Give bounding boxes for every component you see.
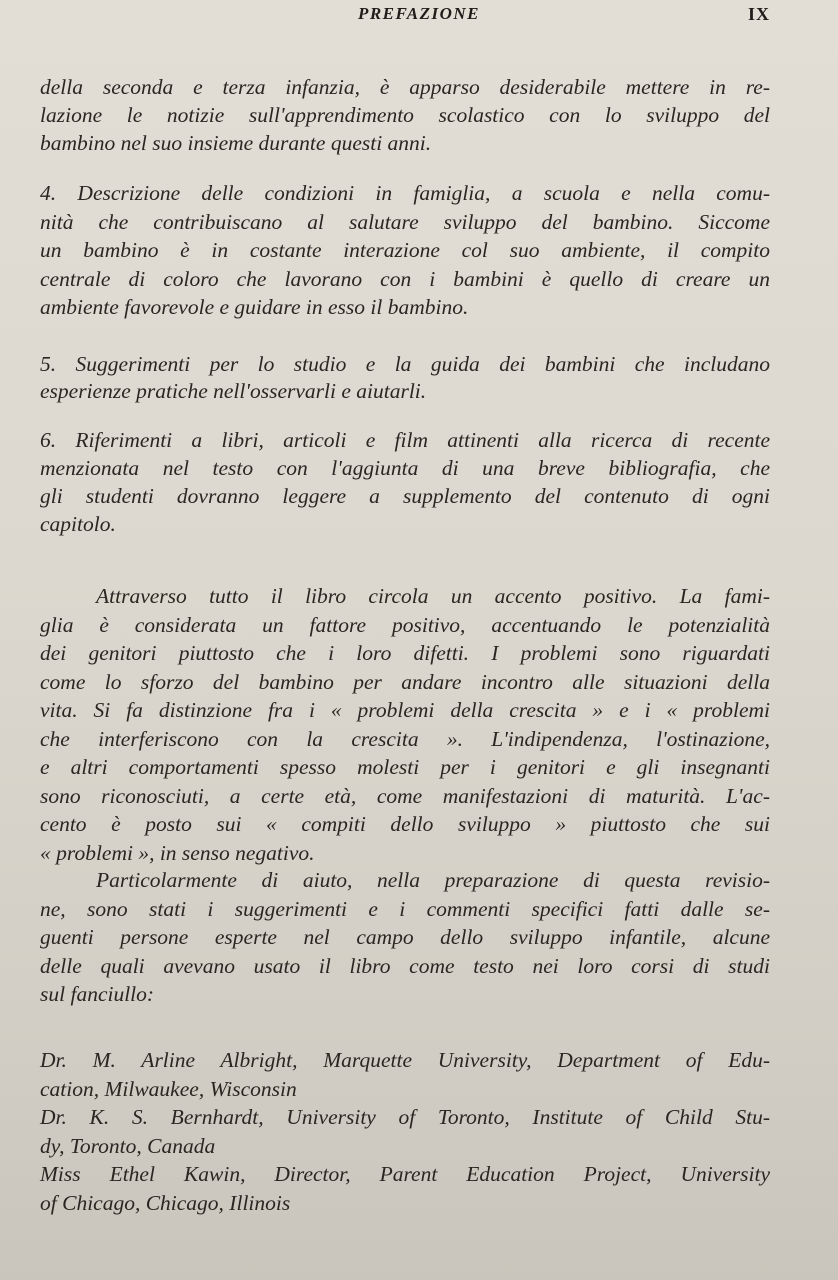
text-line: dei genitori piuttosto che i loro difetti. I problemi sono riguardati xyxy=(40,641,770,665)
acknowledgement-line: of Chicago, Chicago, Illinois xyxy=(40,1190,291,1215)
text-line: come lo sforzo del bambino per andare incontro alle situazioni della xyxy=(40,669,770,694)
text-line: « problemi », in senso negativo. xyxy=(40,840,315,865)
text-line: menzionata nel testo con l'aggiunta di una breve bibliografia, che xyxy=(40,456,770,480)
text-line: esperienze pratiche nell'osservarli e aiutarli. xyxy=(40,379,427,403)
text-line: ne, sono stati i suggerimenti e i commenti specifici fatti dalle se- xyxy=(40,896,770,921)
text-line: bambino nel suo insieme durante questi anni. xyxy=(40,131,432,155)
text-line: 6. Riferimenti a libri, articoli e film attinenti alla ricerca di recente xyxy=(40,428,770,452)
text-line: Attraverso tutto il libro circola un accento positivo. La fami- xyxy=(96,584,770,608)
text-line: 5. Suggerimenti per lo studio e la guida dei bambini che includano xyxy=(40,352,770,376)
text-line: centrale di coloro che lavorano con i bambini è quello di creare un xyxy=(40,266,770,291)
acknowledgement-line: cation, Milwaukee, Wisconsin xyxy=(40,1076,297,1101)
text-line: un bambino è in costante interazione col suo ambiente, il compito xyxy=(40,238,770,262)
acknowledgement-line: Dr. M. Arline Albright, Marquette University, Department of Edu- xyxy=(40,1048,770,1072)
acknowledgement-line: Miss Ethel Kawin, Director, Parent Education Project, University xyxy=(40,1162,770,1186)
text-line: delle quali avevano usato il libro come testo nei loro corsi di studi xyxy=(40,953,770,978)
text-line: capitolo. xyxy=(40,512,116,536)
text-line: ambiente favorevole e guidare in esso il bambino. xyxy=(40,295,469,319)
text-line: e altri comportamenti spesso molesti per i genitori e gli insegnanti xyxy=(40,755,770,779)
text-line: cento è posto sui « compiti dello sviluppo » piuttosto che sui xyxy=(40,812,770,836)
text-line: sono riconosciuti, a certe età, come manifestazioni di maturità. L'ac- xyxy=(40,783,770,808)
text-line: Particolarmente di aiuto, nella preparazione di questa revisio- xyxy=(96,868,770,892)
page-number: IX xyxy=(748,4,771,24)
text-line: gli studenti dovranno leggere a supplemento del contenuto di ogni xyxy=(40,484,770,508)
text-line: guenti persone esperte nel campo dello sviluppo infantile, alcune xyxy=(40,925,770,949)
text-line: sul fanciullo: xyxy=(40,982,155,1006)
running-header-title: PREFAZIONE xyxy=(357,4,481,23)
text-line: nità che contribuiscano al salutare sviluppo del bambino. Siccome xyxy=(40,209,770,234)
text-line: che interferiscono con la crescita ». L'indipendenza, l'ostinazione, xyxy=(40,726,770,751)
text-line: vita. Si fa distinzione fra i « problemi della crescita » e i « problemi xyxy=(40,698,770,722)
text-line: lazione le notizie sull'apprendimento scolastico con lo sviluppo del xyxy=(40,103,770,127)
acknowledgement-line: Dr. K. S. Bernhardt, University of Toronto, Institute of Child Stu- xyxy=(40,1105,770,1129)
acknowledgement-line: dy, Toronto, Canada xyxy=(40,1133,216,1158)
text-line: 4. Descrizione delle condizioni in famiglia, a scuola e nella comu- xyxy=(40,181,770,205)
text-line: glia è considerata un fattore positivo, accentuando le potenzialità xyxy=(40,612,770,637)
text-line: della seconda e terza infanzia, è apparso desiderabile mettere in re- xyxy=(40,75,770,99)
